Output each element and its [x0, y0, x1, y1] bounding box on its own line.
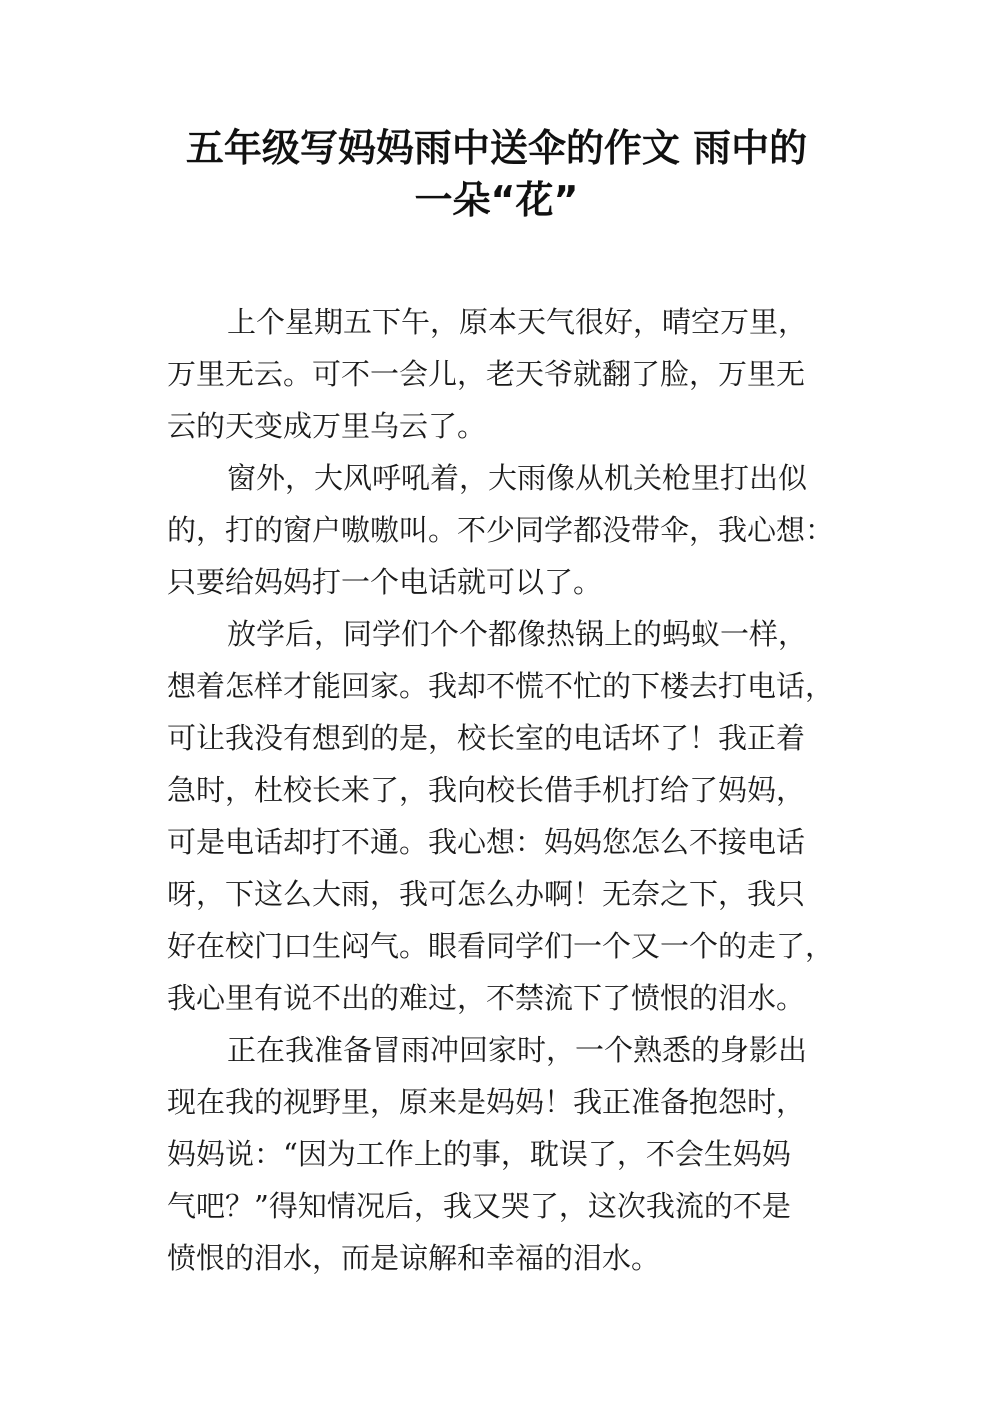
paragraph-line: 想着怎样才能回家。我却不慌不忙的下楼去打电话， — [167, 669, 835, 703]
paragraph-line: 放学后，同学们个个都像热锅上的蚂蚁一样， — [227, 617, 808, 651]
paragraph-line: 正在我准备冒雨冲回家时，一个熟悉的身影出 — [227, 1033, 808, 1067]
paragraph-line: 我心里有说不出的难过，不禁流下了愤恨的泪水。 — [167, 981, 806, 1015]
title-line-2: 一朵“花” — [414, 178, 579, 222]
paragraph-line: 的，打的窗户嗷嗷叫。不少同学都没带伞，我心想： — [167, 513, 835, 547]
paragraph-1 — [167, 296, 839, 452]
paragraph-4 — [167, 1024, 839, 1284]
paragraph-line: 急时，杜校长来了，我向校长借手机打给了妈妈， — [167, 773, 806, 807]
paragraph-line: 呀，下这么大雨，我可怎么办啊！无奈之下，我只 — [167, 877, 806, 911]
paragraph-line: 妈妈说：“因为工作上的事，耽误了，不会生妈妈 — [167, 1137, 791, 1171]
paragraph-line: 万里无云。可不一会儿，老天爷就翻了脸，万里无 — [167, 357, 806, 391]
paragraph-line: 上个星期五下午，原本天气很好，晴空万里， — [227, 305, 808, 339]
paragraph-2 — [167, 452, 839, 608]
paragraph-line: 愤恨的泪水，而是谅解和幸福的泪水。 — [167, 1241, 661, 1275]
title-line-1: 五年级写妈妈雨中送伞的作文 雨中的 — [185, 126, 808, 170]
document-body — [167, 296, 839, 1284]
paragraph-line: 窗外，大风呼吼着，大雨像从机关枪里打出似 — [227, 461, 808, 495]
paragraph-line: 云的天变成万里乌云了。 — [167, 409, 487, 443]
paragraph-3 — [167, 608, 839, 1024]
paragraph-line: 气吧？”得知情况后，我又哭了，这次我流的不是 — [167, 1189, 791, 1223]
paragraph-line: 现在我的视野里，原来是妈妈！我正准备抱怨时， — [167, 1085, 806, 1119]
paragraph-line: 好在校门口生闷气。眼看同学们一个又一个的走了， — [167, 929, 835, 963]
paragraph-line: 可是电话却打不通。我心想：妈妈您怎么不接电话 — [167, 825, 806, 859]
paragraph-line: 只要给妈妈打一个电话就可以了。 — [167, 565, 603, 599]
document-title — [150, 122, 843, 226]
paragraph-line: 可让我没有想到的是，校长室的电话坏了！我正着 — [167, 721, 806, 755]
